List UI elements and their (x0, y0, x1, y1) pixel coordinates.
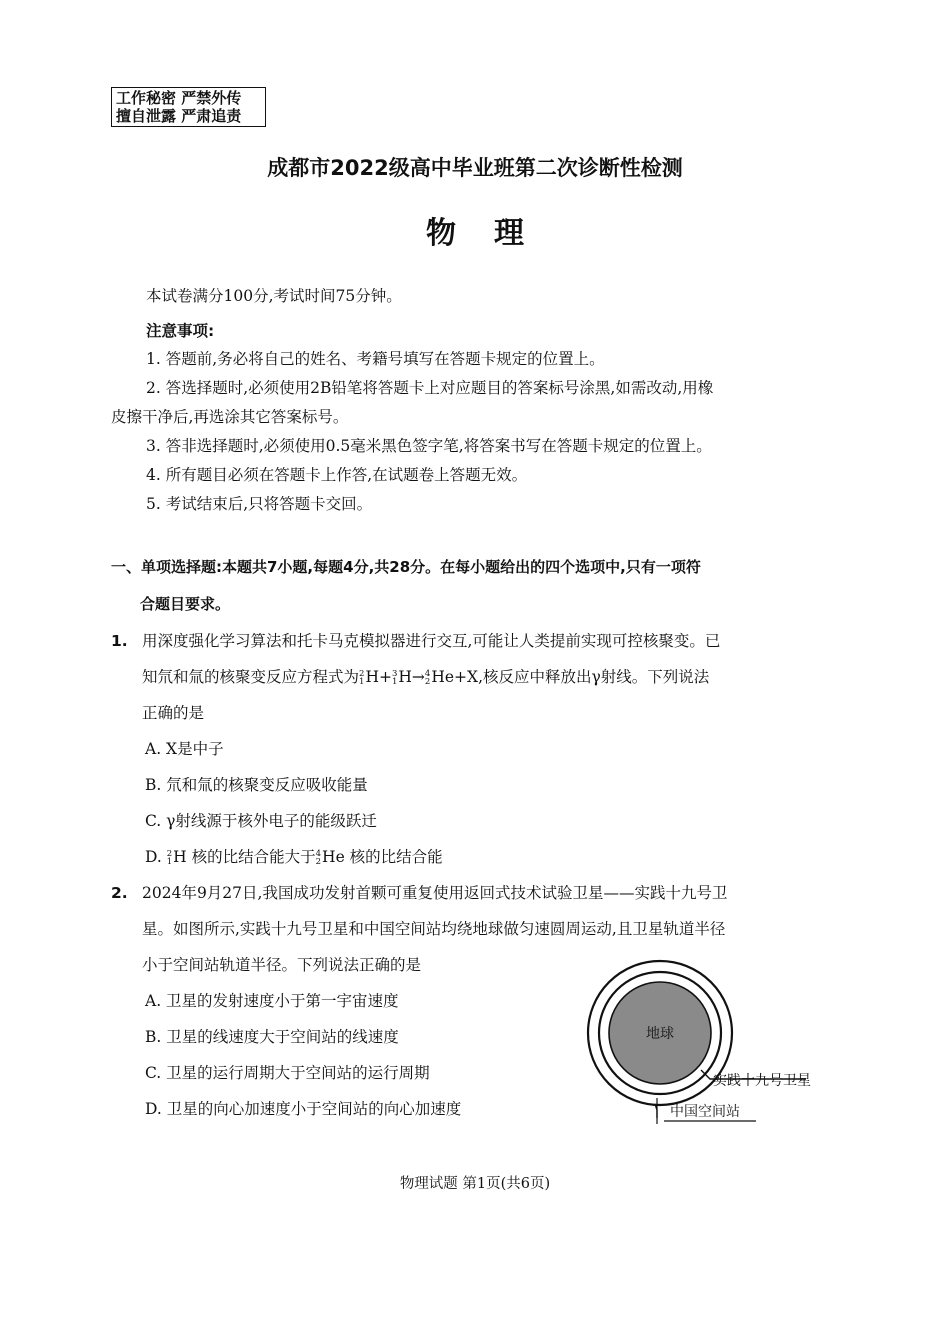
nuclide-index: 4 2 (424, 669, 431, 687)
notice-item: 皮擦干净后,再选涂其它答案标号。 (111, 408, 349, 426)
stamp-line-2: 擅自泄露 严肃追责 (116, 107, 242, 125)
page-footer: 物理试题 第1页(共6页) (399, 1176, 551, 1192)
nuclide-index: 3 1 (391, 669, 398, 687)
nuclide-index: 4 2 (315, 849, 322, 867)
option-c: C. γ射线源于核外电子的能级跃迁 (145, 812, 377, 830)
notice-item: 5. 考试结束后,只将答题卡交回。 (146, 495, 373, 513)
nuclide-index: 2 1 (166, 849, 173, 867)
section-heading: 一、单项选择题:本题共7小题,每题4分,共28分。在每小题给出的四个选项中,只有一项符 (111, 558, 701, 576)
option-b: B. 卫星的线速度大于空间站的线速度 (145, 1028, 399, 1046)
confidential-stamp (111, 87, 266, 127)
option-a: A. 卫星的发射速度小于第一宇宙速度 (145, 992, 399, 1010)
option-a: A. X是中子 (145, 740, 224, 758)
option-d: D. 2 1 H 核的比结合能大于 4 2 He 核的比结合能 (145, 848, 443, 867)
section-heading-cont: 合题目要求。 (140, 595, 231, 613)
notice-item: 3. 答非选择题时,必须使用0.5毫米黑色签字笔,将答案书写在答题卡规定的位置上。 (146, 437, 712, 455)
question-number: 1. (111, 632, 128, 650)
question-text: 用深度强化学习算法和托卡马克模拟器进行交互,可能让人类提前实现可控核聚变。已 (142, 632, 721, 650)
question-text: 小于空间站轨道半径。下列说法正确的是 (142, 956, 422, 974)
option-b: B. 氘和氚的核聚变反应吸收能量 (145, 776, 368, 794)
subject-title: 物理 (426, 216, 562, 251)
option-c: C. 卫星的运行周期大于空间站的运行周期 (145, 1064, 430, 1082)
nuclide-index: 2 1 (359, 669, 365, 687)
exam-intro: 本试卷满分100分,考试时间75分钟。 (146, 287, 402, 305)
notice-item: 4. 所有题目必须在答题卡上作答,在试题卷上答题无效。 (146, 466, 528, 484)
earth-label: 地球 (646, 1026, 674, 1042)
question-text: 星。如图所示,实践十九号卫星和中国空间站均绕地球做匀速圆周运动,且卫星轨道半径 (142, 920, 726, 938)
exam-title: 成都市2022级高中毕业班第二次诊断性检测 (267, 156, 683, 180)
question-number: 2. (111, 884, 128, 902)
question-text: 2024年9月27日,我国成功发射首颗可重复使用返回式技术试验卫星——实践十九号卫 (142, 884, 728, 902)
stamp-line-1: 工作秘密 严禁外传 (116, 89, 242, 107)
option-d: D. 卫星的向心加速度小于空间站的向心加速度 (145, 1100, 462, 1118)
notice-heading: 注意事项: (146, 322, 215, 340)
notice-item: 1. 答题前,务必将自己的姓名、考籍号填写在答题卡规定的位置上。 (146, 350, 605, 368)
orbit-figure (580, 958, 850, 1133)
satellite-label: 实践十九号卫星 (713, 1073, 811, 1089)
notice-item: 2. 答选择题时,必须使用2B铅笔将答题卡上对应题目的答案标号涂黑,如需改动,用橡 (146, 379, 714, 397)
question-text: 正确的是 (142, 704, 205, 722)
question-text-equation-line: 知氘和氚的核聚变反应方程式为 2 1 H+ 3 1 H→ 4 2 He+X,核反应中释放出γ射线。下列说法 (142, 668, 710, 687)
station-label: 中国空间站 (670, 1104, 740, 1120)
